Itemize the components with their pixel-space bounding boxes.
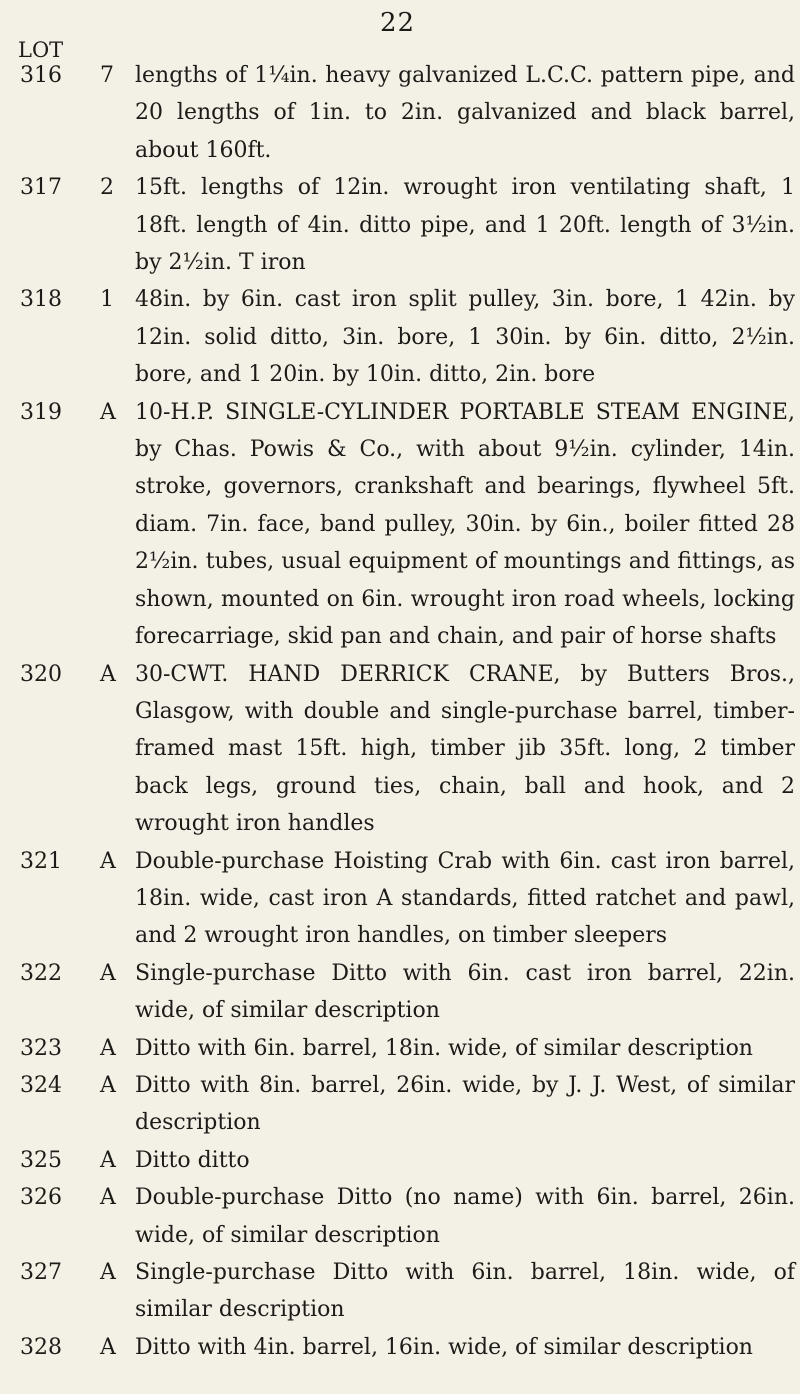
lot-number: 326 xyxy=(20,1185,62,1211)
lot-number: 327 xyxy=(20,1260,62,1285)
lot-number: 322 xyxy=(20,960,62,986)
lot-number: 316 xyxy=(20,63,62,88)
lot-description: Ditto with 4in. barrel, 16in. wide, of similar description xyxy=(135,1334,753,1360)
lot-quantity: 1 xyxy=(100,287,114,313)
lot-number: 318 xyxy=(20,287,62,313)
lot-column-header: LOT xyxy=(18,38,64,62)
lot-number: 324 xyxy=(20,1072,62,1098)
lot-quantity: A xyxy=(100,1072,116,1098)
lot-number: 321 xyxy=(20,848,62,874)
lot-number: 317 xyxy=(20,175,62,201)
lot-number: 328 xyxy=(20,1334,62,1360)
lot-description: Double-purchase Ditto (no name) with 6in. barrel, 26in. wide, of similar description xyxy=(135,1185,795,1248)
lot-description: 10-H.P. SINGLE-CYLINDER PORTABLE STEAM ENGINE, by Chas. Powis & Co., with about 9½in. cylinder, 14in. stroke, governors, crankshaft and bearings, flywheel 5ft. diam. 7in. face, band pulley, 30in. by 6in., boiler fitted 28 2½in. tubes, usual equipment of mountings and fittings, as shown, mounted on 6in. wrought iron road wheels, locking forecarriage, skid pan and chain, and pair of horse shafts xyxy=(135,399,795,650)
lot-quantity: A xyxy=(100,848,116,874)
lot-quantity: A xyxy=(100,661,116,687)
lot-description: 15ft. lengths of 12in. wrought iron ventilating shaft, 1 18ft. length of 4in. ditto pipe, and 1 20ft. length of 3½in. by 2½in. T iron xyxy=(135,175,795,276)
lot-description: Ditto with 6in. barrel, 18in. wide, of similar description xyxy=(135,1035,753,1061)
lot-quantity: 2 xyxy=(100,175,114,201)
lot-quantity: A xyxy=(100,1334,116,1360)
lot-description: 30-CWT. HAND DERRICK CRANE, by Butters Bros., Glasgow, with double and single-purchase barrel, timber-framed mast 15ft. high, timber jib 35ft. long, 2 timber back legs, ground ties, chain, ball and hook, and 2 wrought iron handles xyxy=(135,661,795,837)
lot-number: 325 xyxy=(20,1147,62,1173)
lot-description: lengths of 1¼in. heavy galvanized L.C.C. pattern pipe, and 20 lengths of 1in. to 2in. galvanized and black barrel, about 160ft. xyxy=(135,63,795,163)
lot-quantity: A xyxy=(100,399,116,425)
lot-quantity: 7 xyxy=(100,63,114,88)
lot-description: Ditto with 8in. barrel, 26in. wide, by J. J. West, of similar description xyxy=(135,1072,795,1136)
lot-description: Double-purchase Hoisting Crab with 6in. cast iron barrel, 18in. wide, cast iron A standards, fitted ratchet and pawl, and 2 wrought iron handles, on timber sleepers xyxy=(135,848,795,949)
lot-description: Single-purchase Ditto with 6in. cast iron barrel, 22in. wide, of similar description xyxy=(135,960,795,1024)
lot-quantity: A xyxy=(100,1260,116,1285)
page-number: 22 xyxy=(380,8,416,38)
lot-quantity: A xyxy=(100,1035,116,1061)
lot-number: 320 xyxy=(20,661,62,687)
lot-number: 319 xyxy=(20,399,62,425)
lot-quantity: A xyxy=(100,1185,116,1211)
lot-description: Single-purchase Ditto with 6in. barrel, 18in. wide, of similar description xyxy=(135,1260,795,1323)
lot-description: Ditto ditto xyxy=(135,1147,250,1173)
lot-description: 48in. by 6in. cast iron split pulley, 3in. bore, 1 42in. by 12in. solid ditto, 3in. bore, 1 30in. by 6in. ditto, 2½in. bore, and 1 20in. by 10in. ditto, 2in. bore xyxy=(135,287,795,388)
lot-quantity: A xyxy=(100,960,116,986)
lot-quantity: A xyxy=(100,1147,116,1173)
lot-number: 323 xyxy=(20,1035,62,1061)
